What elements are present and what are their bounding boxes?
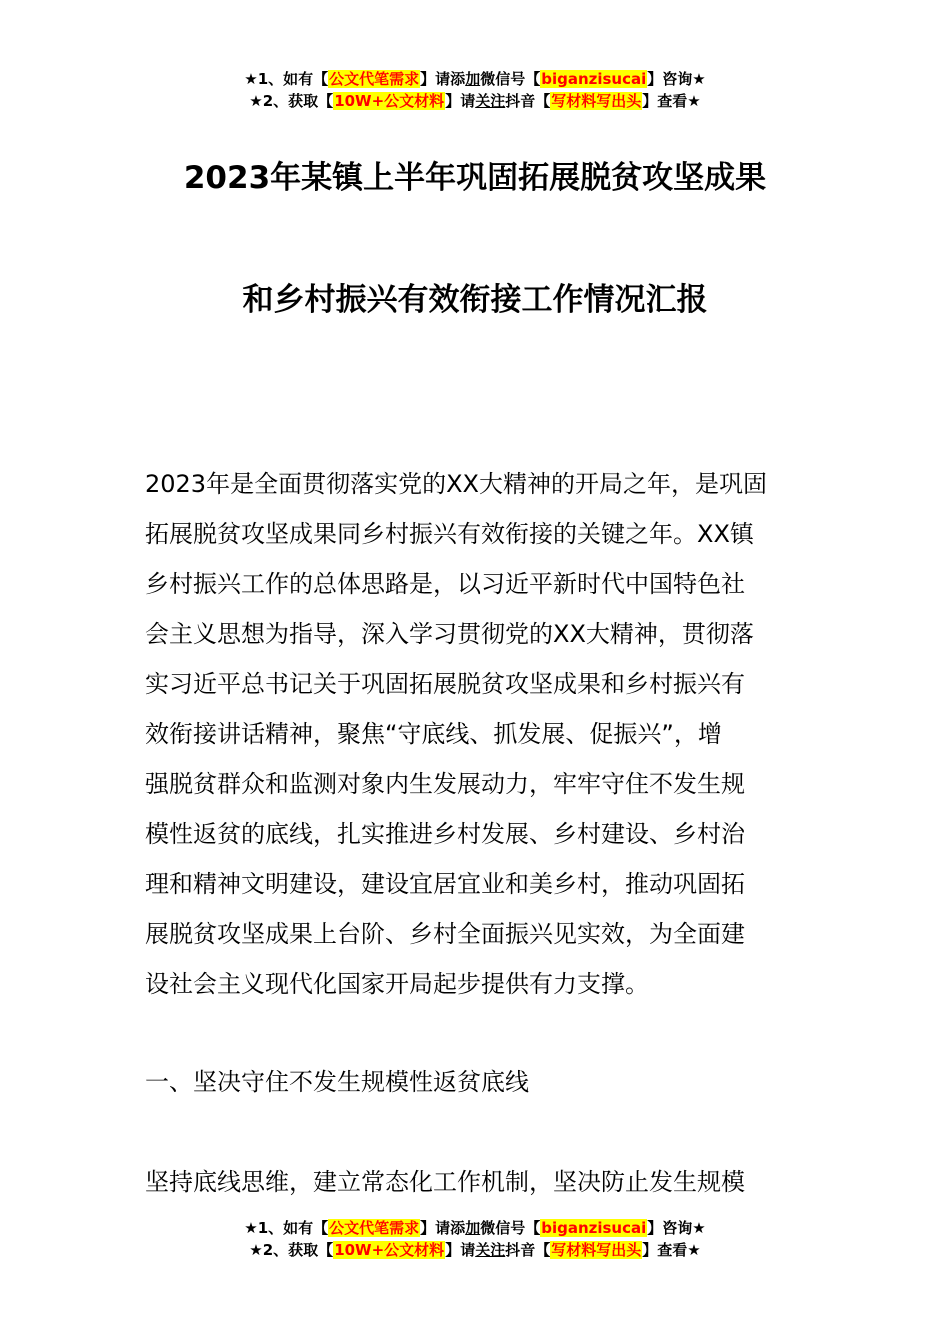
paragraph-line: 理和精神文明建设，建设宜居宜业和美乡村，推动巩固拓 [145,870,745,898]
paragraph-line: 坚持底线思维，建立常态化工作机制，坚决防止发生规模 [145,1168,745,1196]
paragraph-line: 强脱贫群众和监测对象内生发展动力，牢牢守住不发生规 [145,770,745,798]
paragraph-line: 乡村振兴工作的总体思路是，以习近平新时代中国特色社 [145,570,745,598]
paragraph-line: 拓展脱贫攻坚成果同乡村振兴有效衔接的关键之年。XX镇 [145,520,754,548]
paragraph-line: 实习近平总书记关于巩固拓展脱贫攻坚成果和乡村振兴有 [145,670,745,698]
highlight-douyin: 写材料写出头 [551,1241,642,1259]
highlight-douyin: 写材料写出头 [551,92,642,110]
highlight-wechat-id: biganzisucai [541,70,647,88]
paragraph-line: 2023年是全面贯彻落实党的XX大精神的开局之年，是巩固 [145,470,767,498]
highlight-ghostwriting: 公文代笔需求 [329,70,420,88]
paragraph-line: 效衔接讲话精神，聚焦“守底线、抓发展、促振兴”，增 [145,720,722,748]
section-heading-1: 一、坚决守住不发生规模性返贫底线 [145,1068,529,1096]
highlight-materials: 10W+公文材料 [334,92,445,110]
document-title-line-1: 2023年某镇上半年巩固拓展脱贫攻坚成果 [183,160,767,196]
promo-banner-top [0,68,950,112]
promo-banner-bottom [0,1217,950,1261]
promo-line-1: ★1、如有【公文代笔需求】请添加微信号【biganzisucai】咨询★ [244,70,706,88]
paragraph-line: 模性返贫的底线，扎实推进乡村发展、乡村建设、乡村治 [145,820,745,848]
promo-line-1: ★1、如有【公文代笔需求】请添加微信号【biganzisucai】咨询★ [244,1219,706,1237]
highlight-ghostwriting: 公文代笔需求 [329,1219,420,1237]
section-1-paragraph [145,1157,815,1207]
promo-line-2: ★2、获取【10W+公文材料】请关注抖音【写材料写出头】查看★ [249,1241,701,1259]
document-title-line-2: 和乡村振兴有效衔接工作情况汇报 [242,282,708,318]
highlight-wechat-id: biganzisucai [541,1219,647,1237]
paragraph-line: 会主义思想为指导，深入学习贯彻党的XX大精神，贯彻落 [145,620,754,648]
paragraph-line: 设社会主义现代化国家开局起步提供有力支撑。 [145,970,649,998]
paragraph-line: 展脱贫攻坚成果上台阶、乡村全面振兴见实效，为全面建 [145,920,745,948]
highlight-materials: 10W+公文材料 [334,1241,445,1259]
intro-paragraph [145,459,815,1009]
promo-line-2: ★2、获取【10W+公文材料】请关注抖音【写材料写出头】查看★ [249,92,701,110]
